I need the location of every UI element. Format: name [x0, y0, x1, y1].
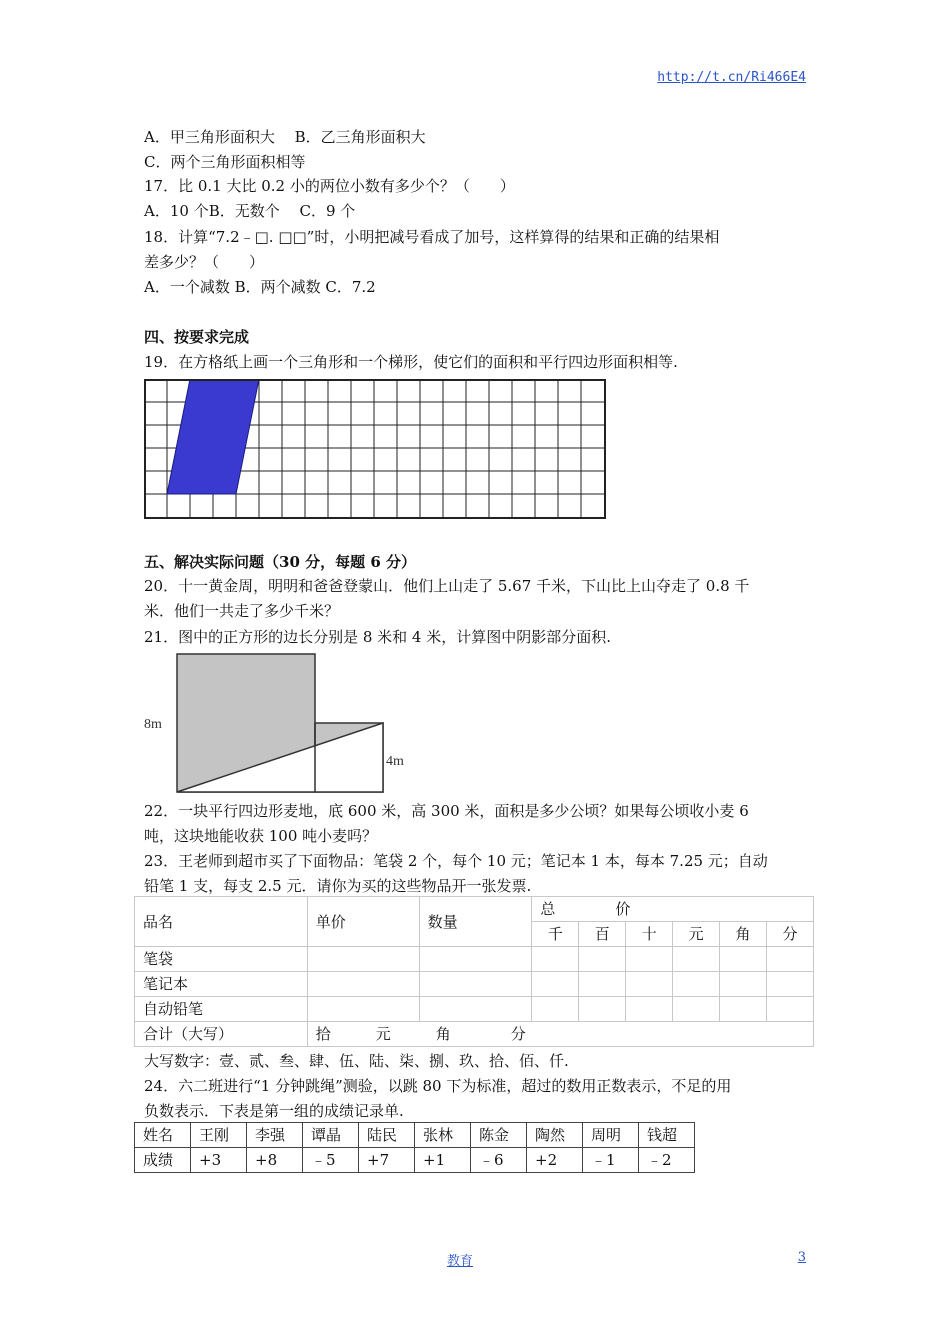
student-score: +7: [359, 1148, 415, 1173]
question-18-line2: 差多少？（ ）: [144, 253, 265, 271]
student-name: 谭晶: [303, 1123, 359, 1148]
question-20-line2: 米．他们一共走了多少千米？: [144, 602, 340, 620]
header-url[interactable]: http://t.cn/Ri466E4: [657, 70, 806, 85]
row-label-name: 姓名: [135, 1123, 191, 1148]
table-row: [135, 1148, 695, 1173]
header-unit-price: 单价: [307, 897, 419, 947]
table-row: [135, 997, 814, 1022]
student-name: 王刚: [191, 1123, 247, 1148]
total-fill-in[interactable]: 拾 元 角 分: [307, 1022, 813, 1047]
question-23-line1: 23．王老师到超市买了下面物品：笔袋 2 个，每个 10 元；笔记本 1 本，每本 7.25 元；自动: [144, 852, 768, 870]
grid-paper-figure: [144, 379, 607, 521]
caps-note: 大写数字：壹、贰、叁、肆、伍、陆、柒、捌、玖、拾、佰、仟.: [144, 1052, 569, 1070]
student-score: ﹣1: [583, 1148, 639, 1173]
table-row: [135, 947, 814, 972]
student-name: 陆民: [359, 1123, 415, 1148]
page-number: 3: [797, 1250, 806, 1265]
student-name: 周明: [583, 1123, 639, 1148]
item-name: 自动铅笔: [135, 997, 308, 1022]
student-name: 陶然: [527, 1123, 583, 1148]
student-name: 张林: [415, 1123, 471, 1148]
unit-fen: 分: [767, 922, 814, 947]
footer-center-link[interactable]: 教育: [447, 1254, 474, 1269]
header-item-name: 品名: [135, 897, 308, 947]
unit-bai: 百: [579, 922, 626, 947]
student-score: ﹣5: [303, 1148, 359, 1173]
unit-jiao: 角: [720, 922, 767, 947]
label-4m: 4m: [386, 754, 404, 769]
options-17: A．10 个B．无数个 C．9 个: [144, 202, 356, 220]
student-score: +3: [191, 1148, 247, 1173]
question-23-line2: 铅笔 1 支，每支 2.5 元．请你为买的这些物品开一张发票.: [144, 877, 532, 895]
invoice-table: [134, 896, 814, 1047]
label-8m: 8m: [144, 717, 162, 732]
score-table: [134, 1122, 695, 1173]
row-label-score: 成绩: [135, 1148, 191, 1173]
option-line-c16: C．两个三角形面积相等: [144, 153, 306, 171]
student-name: 李强: [247, 1123, 303, 1148]
student-score: +2: [527, 1148, 583, 1173]
question-17: 17．比 0.1 大比 0.2 小的两位小数有多少个？（ ）: [144, 177, 515, 195]
header-total: 总 价: [532, 897, 814, 922]
question-19: 19．在方格纸上画一个三角形和一个梯形，使它们的面积和平行四边形面积相等.: [144, 353, 678, 371]
total-label: 合计（大写）: [135, 1022, 308, 1047]
unit-shi: 十: [626, 922, 673, 947]
unit-qian: 千: [532, 922, 579, 947]
question-24-line2: 负数表示．下表是第一组的成绩记录单.: [144, 1102, 404, 1120]
question-22-line2: 吨，这块地能收获 100 吨小麦吗？: [144, 827, 378, 845]
student-score: ﹣6: [471, 1148, 527, 1173]
table-row: [135, 972, 814, 997]
question-24-line1: 24．六二班进行“1 分钟跳绳”测验，以跳 80 下为标准，超过的数用正数表示，不足的用: [144, 1077, 732, 1095]
section-5-title: 五、解决实际问题（30 分，每题 6 分）: [144, 553, 416, 571]
item-name: 笔袋: [135, 947, 308, 972]
question-22-line1: 22．一块平行四边形麦地，底 600 米，高 300 米，面积是多少公顷？如果每公顷收小麦 6: [144, 802, 749, 820]
section-4-title: 四、按要求完成: [144, 328, 250, 346]
student-score: +1: [415, 1148, 471, 1173]
student-name: 钱超: [639, 1123, 695, 1148]
student-name: 陈金: [471, 1123, 527, 1148]
unit-yuan: 元: [673, 922, 720, 947]
student-score: ﹣2: [639, 1148, 695, 1173]
question-21: 21．图中的正方形的边长分别是 8 米和 4 米，计算图中阴影部分面积.: [144, 628, 612, 646]
header-quantity: 数量: [419, 897, 532, 947]
question-18-line1: 18．计算“7.2﹣□. □□”时，小明把减号看成了加号，这样算得的结果和正确的结果相: [144, 228, 720, 246]
question-20-line1: 20．十一黄金周，明明和爸爸登蒙山．他们上山走了 5.67 千米，下山比上山夺走了 0.8 千: [144, 577, 750, 595]
options-18: A．一个减数 B．两个减数 C．7.2: [144, 278, 376, 296]
option-line-a16: A．甲三角形面积大 B．乙三角形面积大: [144, 128, 426, 146]
table-row: [135, 1123, 695, 1148]
parallelogram-shape: [167, 379, 259, 494]
item-name: 笔记本: [135, 972, 308, 997]
student-score: +8: [247, 1148, 303, 1173]
squares-figure: [144, 652, 424, 794]
total-row: [135, 1022, 814, 1047]
